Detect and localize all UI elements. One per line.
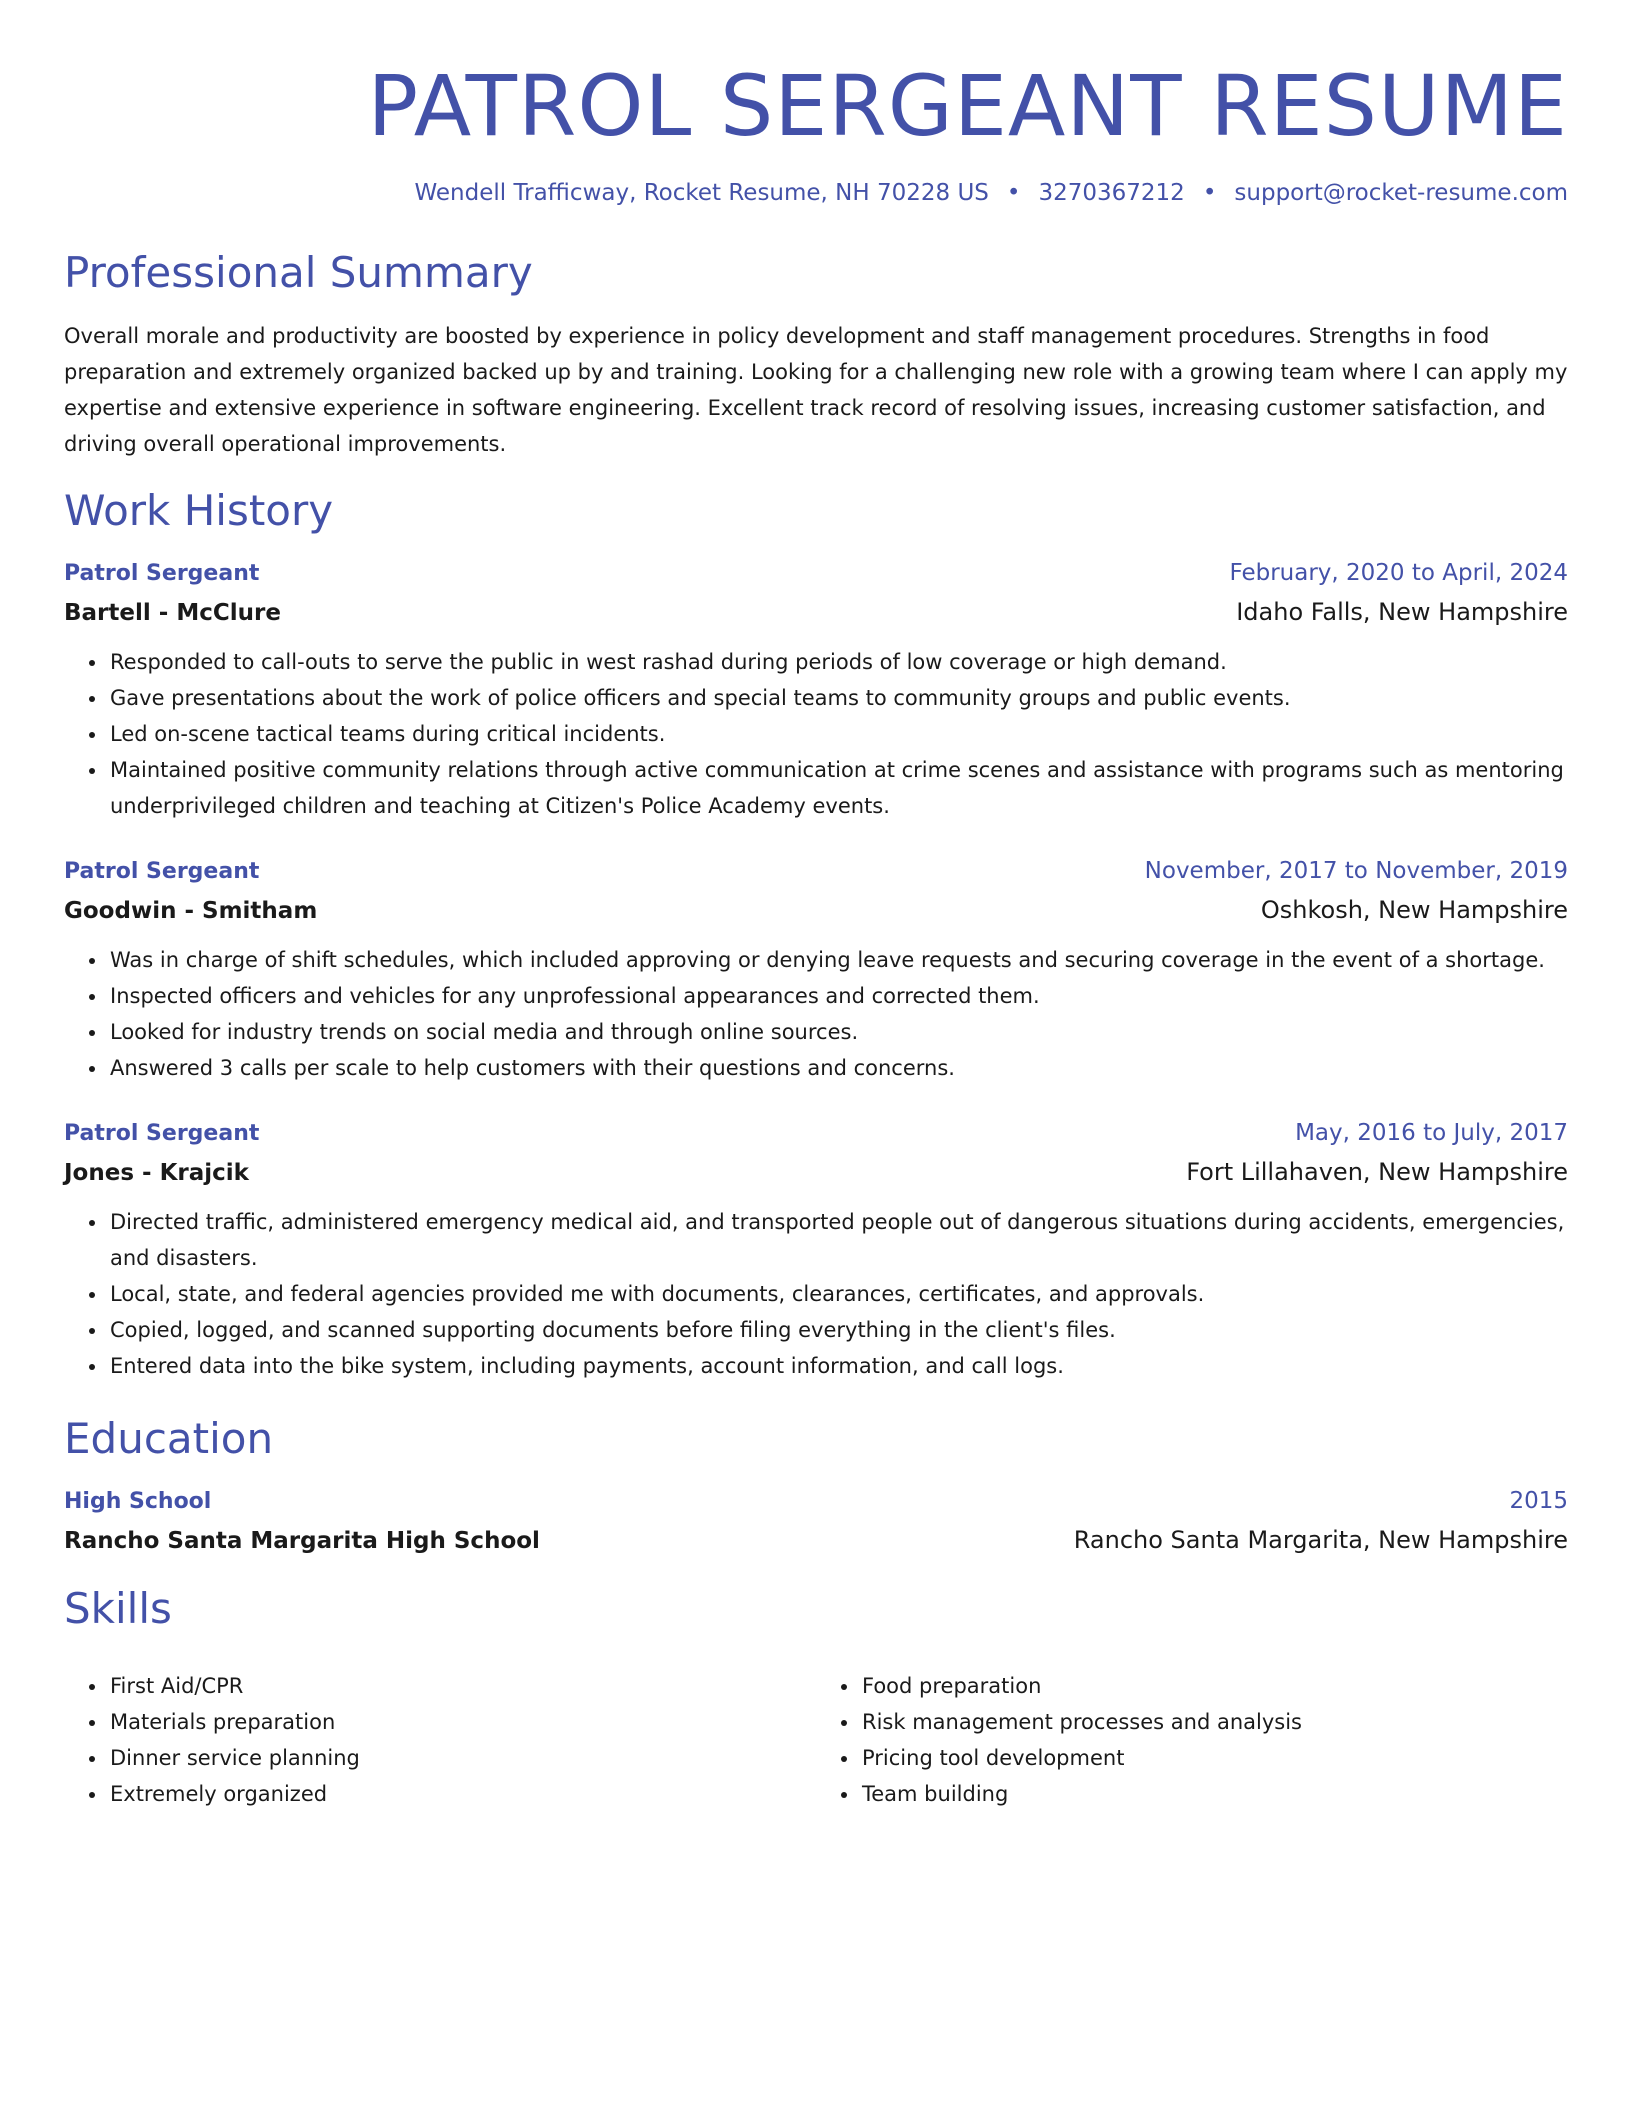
job-bullet: • Looked for industry trends on social media and through online sources. [108,1014,1568,1050]
skill-item: • Food preparation [860,1668,1568,1704]
education-heading: Education [64,1414,274,1463]
job-bullet: • Local, state, and federal agencies provided me with documents, clearances, certificates, and approvals. [108,1276,1568,1312]
job-company: Goodwin - Smitham [64,898,318,924]
contact-line [64,180,1568,206]
skill-item: • Materials preparation [108,1704,816,1740]
skill-item: • Team building [860,1776,1568,1812]
job-bullets [64,1204,1568,1384]
job-entry [64,1120,1568,1384]
job-bullets [64,644,1568,824]
skill-item: • Dinner service planning [108,1740,816,1776]
summary-heading: Professional Summary [64,248,533,297]
job-dates: May, 2016 to July, 2017 [1295,1120,1568,1146]
job-bullets [64,942,1568,1086]
job-role: Patrol Sergeant [64,1121,260,1146]
skills-heading: Skills [64,1584,172,1633]
contact-address: Wendell Trafficway, Rocket Resume, NH 70228 US [414,180,989,206]
job-location: Idaho Falls, New Hampshire [1236,598,1568,626]
job-entry [64,858,1568,1086]
skills-list [64,1650,1568,1812]
job-bullet: • Responded to call-outs to serve the public in west rashad during periods of low coverage or high demand. [108,644,1568,680]
contact-phone: 3270367212 [1038,180,1185,206]
skill-item: • Risk management processes and analysis [860,1704,1568,1740]
job-role: Patrol Sergeant [64,561,260,586]
job-bullet: • Copied, logged, and scanned supporting documents before filing everything in the client's files. [108,1312,1568,1348]
contact-email: support@rocket-resume.com [1234,180,1568,206]
resume-header [64,0,1568,206]
job-location: Oshkosh, New Hampshire [1260,896,1568,924]
skill-item: • Pricing tool development [860,1740,1568,1776]
job-bullet: • Led on-scene tactical teams during critical incidents. [108,716,1568,752]
contact-separator: • [1202,180,1217,206]
job-dates: February, 2020 to April, 2024 [1229,560,1568,586]
education-location: Rancho Santa Margarita, New Hampshire [1073,1526,1568,1554]
contact-separator: • [1006,180,1021,206]
job-bullet: • Directed traffic, administered emergency medical aid, and transported people out of dangerous situations during accidents, emergencies, and disasters. [108,1204,1568,1276]
job-role: Patrol Sergeant [64,859,260,884]
skill-item: • Extremely organized [108,1776,816,1812]
job-location: Fort Lillahaven, New Hampshire [1186,1158,1568,1186]
job-entry [64,560,1568,824]
education-entry [64,1488,1568,1554]
resume-title: PATROL SERGEANT RESUME [367,57,1568,155]
job-bullet: • Maintained positive community relations through active communication at crime scenes and assistance with programs such as mentoring underprivileged children and teaching at Citizen's Police Academy events. [108,752,1568,824]
work-history-heading: Work History [64,486,334,535]
job-dates: November, 2017 to November, 2019 [1144,858,1568,884]
education-year: 2015 [1509,1488,1568,1514]
skills-column-left [64,1668,816,1812]
summary-text: Overall morale and productivity are boosted by experience in policy development and staff management procedures. Strengths in food preparation and extremely organized backed up by and training. Looking for a challenging new role with a growing team where I can apply my expertise and extensive experience in software engineering. Excellent track record of resolving issues, increasing customer satisfaction, and driving overall operational improvements. [64,324,1568,456]
skill-item: • First Aid/CPR [108,1668,816,1704]
job-bullet: • Entered data into the bike system, including payments, account information, and call logs. [108,1348,1568,1384]
job-bullet: • Answered 3 calls per scale to help customers with their questions and concerns. [108,1050,1568,1086]
job-bullet: • Was in charge of shift schedules, which included approving or denying leave requests and securing coverage in the event of a shortage. [108,942,1568,978]
job-company: Bartell - McClure [64,600,281,626]
job-bullet: • Inspected officers and vehicles for any unprofessional appearances and corrected them. [108,978,1568,1014]
education-school: Rancho Santa Margarita High School [64,1528,540,1554]
job-company: Jones - Krajcik [64,1160,249,1186]
education-degree: High School [64,1489,212,1514]
job-bullet: • Gave presentations about the work of police officers and special teams to community groups and public events. [108,680,1568,716]
skills-column-right [816,1668,1568,1812]
